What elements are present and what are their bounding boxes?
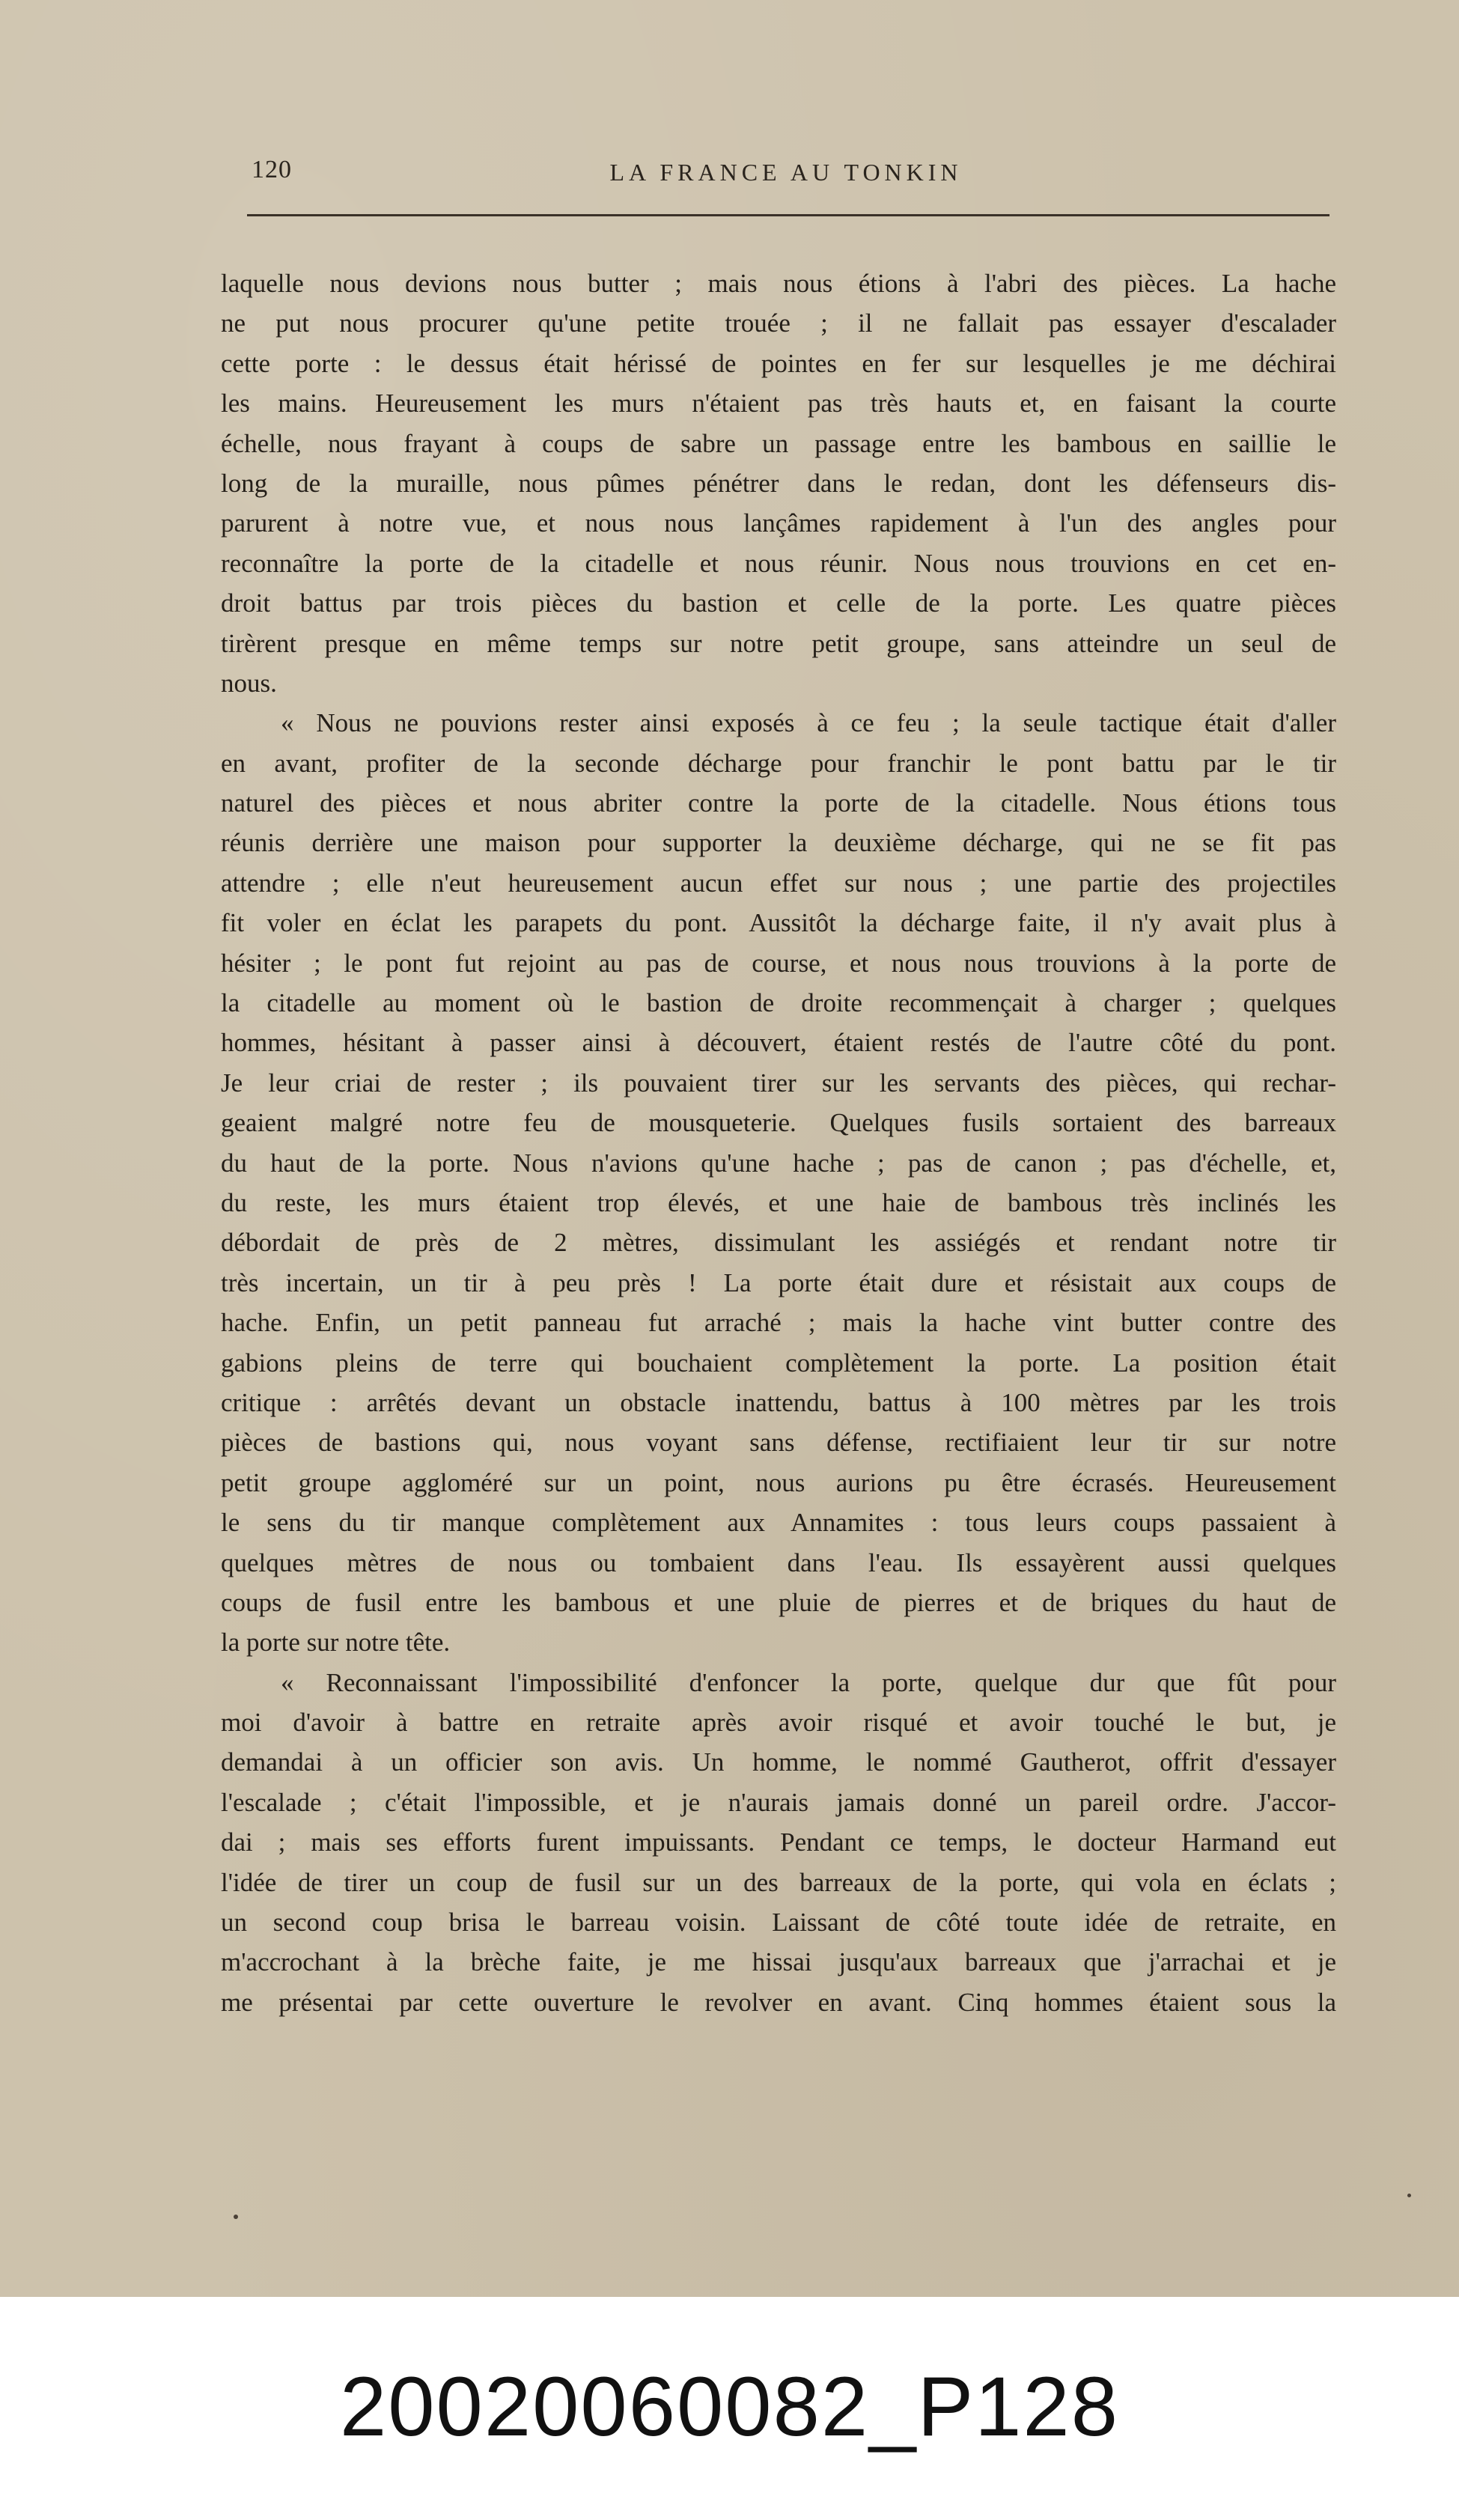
text-line: droit battus par trois pièces du bastion et celle de la porte. Les quatre pièces <box>221 588 1336 618</box>
header-rule <box>247 214 1329 216</box>
text-line: l'escalade ; c'était l'impossible, et je n'aurais jamais donné un pareil ordre. J'accor- <box>221 1787 1336 1817</box>
text-line: hésiter ; le pont fut rejoint au pas de course, et nous nous trouvions à la porte de <box>221 948 1336 978</box>
text-line: coups de fusil entre les bambous et une pluie de pierres et de briques du haut de <box>221 1587 1336 1617</box>
text-line: du reste, les murs étaient trop élevés, et une haie de bambous très inclinés les <box>221 1187 1336 1217</box>
text-line: réunis derrière une maison pour supporter la deuxième décharge, qui ne se fit pas <box>221 828 1336 858</box>
text-line: la porte sur notre tête. <box>221 1628 451 1658</box>
text-line: petit groupe aggloméré sur un point, nous aurions pu être écrasés. Heureusement <box>221 1467 1336 1497</box>
text-line: en avant, profiter de la seconde décharge pour franchir le pont battu par le tir <box>221 748 1336 778</box>
text-line: moi d'avoir à battre en retraite après avoir risqué et avoir touché le but, je <box>221 1708 1336 1738</box>
text-line: demandai à un officier son avis. Un homme, le nommé Gautherot, offrit d'essayer <box>221 1747 1336 1777</box>
text-line: du haut de la porte. Nous n'avions qu'une hache ; pas de canon ; pas d'échelle, et, <box>221 1148 1336 1178</box>
text-line: m'accrochant à la brèche faite, je me hissai jusqu'aux barreaux que j'arrachai et je <box>221 1947 1336 1977</box>
text-line: les mains. Heureusement les murs n'étaient pas très hauts et, en faisant la courte <box>221 389 1336 419</box>
paper-speck <box>234 2215 238 2219</box>
text-line: long de la muraille, nous pûmes pénétrer dans le redan, dont les défenseurs dis- <box>221 468 1336 498</box>
text-line: pièces de bastions qui, nous voyant sans défense, rectifiaient leur tir sur notre <box>221 1428 1336 1458</box>
text-line: un second coup brisa le barreau voisin. Laissant de côté toute idée de retraite, en <box>221 1908 1336 1938</box>
text-line: le sens du tir manque complètement aux Annamites : tous leurs coups passaient à <box>221 1508 1336 1538</box>
paper-speck <box>1407 2194 1411 2197</box>
text-line: dai ; mais ses efforts furent impuissants. Pendant ce temps, le docteur Harmand eut <box>221 1827 1336 1857</box>
body-text <box>221 264 1336 2022</box>
running-title: LA FRANCE AU TONKIN <box>609 159 963 186</box>
text-line: critique : arrêtés devant un obstacle inattendu, battus à 100 mètres par les trois <box>221 1387 1336 1417</box>
text-line: ne put nous procurer qu'une petite trouée ; il ne fallait pas essayer d'escalader <box>221 308 1336 338</box>
text-line: l'idée de tirer un coup de fusil sur un des barreaux de la porte, qui vola en éclats ; <box>221 1867 1336 1897</box>
text-line: quelques mètres de nous ou tombaient dans l'eau. Ils essayèrent aussi quelques <box>221 1547 1336 1577</box>
text-line: hommes, hésitant à passer ainsi à découvert, étaient restés de l'autre côté du pont. <box>221 1028 1336 1058</box>
text-line: tirèrent presque en même temps sur notre petit groupe, sans atteindre un seul de <box>221 628 1336 658</box>
text-line: « Reconnaissant l'impossibilité d'enfoncer la porte, quelque dur que fût pour <box>281 1667 1336 1697</box>
text-line: geaient malgré notre feu de mousqueterie. Quelques fusils sortaient des barreaux <box>221 1108 1336 1138</box>
text-line: débordait de près de 2 mètres, dissimulant les assiégés et rendant notre tir <box>221 1228 1336 1258</box>
text-line: très incertain, un tir à peu près ! La porte était dure et résistait aux coups de <box>221 1267 1336 1297</box>
text-line: parurent à notre vue, et nous nous lançâmes rapidement à l'un des angles pour <box>221 508 1336 538</box>
page-number: 120 <box>252 156 292 183</box>
text-line: la citadelle au moment où le bastion de droite recommençait à charger ; quelques <box>221 988 1336 1018</box>
text-line: me présentai par cette ouverture le revolver en avant. Cinq hommes étaient sous la <box>221 1987 1336 2017</box>
text-line: naturel des pièces et nous abriter contre la porte de la citadelle. Nous étions tous <box>221 788 1336 818</box>
text-line: reconnaître la porte de la citadelle et nous réunir. Nous nous trouvions en cet en- <box>221 548 1336 578</box>
text-line: échelle, nous frayant à coups de sabre un passage entre les bambous en saillie le <box>221 428 1336 458</box>
text-line: cette porte : le dessus était hérissé de pointes en fer sur lesquelles je me déchirai <box>221 348 1336 378</box>
text-line: Je leur criai de rester ; ils pouvaient tirer sur les servants des pièces, qui rechar- <box>221 1068 1336 1098</box>
text-line: nous. <box>221 668 277 698</box>
text-line: hache. Enfin, un petit panneau fut arraché ; mais la hache vint butter contre des <box>221 1308 1336 1338</box>
page-header <box>247 156 1325 201</box>
scan-identifier: 20020060082_P128 <box>339 2360 1120 2453</box>
text-line: gabions pleins de terre qui bouchaient complètement la porte. La position était <box>221 1348 1336 1378</box>
text-line: laquelle nous devions nous butter ; mais nous étions à l'abri des pièces. La hache <box>221 269 1336 298</box>
text-line: « Nous ne pouvions rester ainsi exposés à ce feu ; la seule tactique était d'aller <box>281 708 1336 738</box>
text-line: fit voler en éclat les parapets du pont. Aussitôt la décharge faite, il n'y avait plus à <box>221 908 1336 938</box>
text-line: attendre ; elle n'eut heureusement aucun effet sur nous ; une partie des projectiles <box>221 868 1336 898</box>
